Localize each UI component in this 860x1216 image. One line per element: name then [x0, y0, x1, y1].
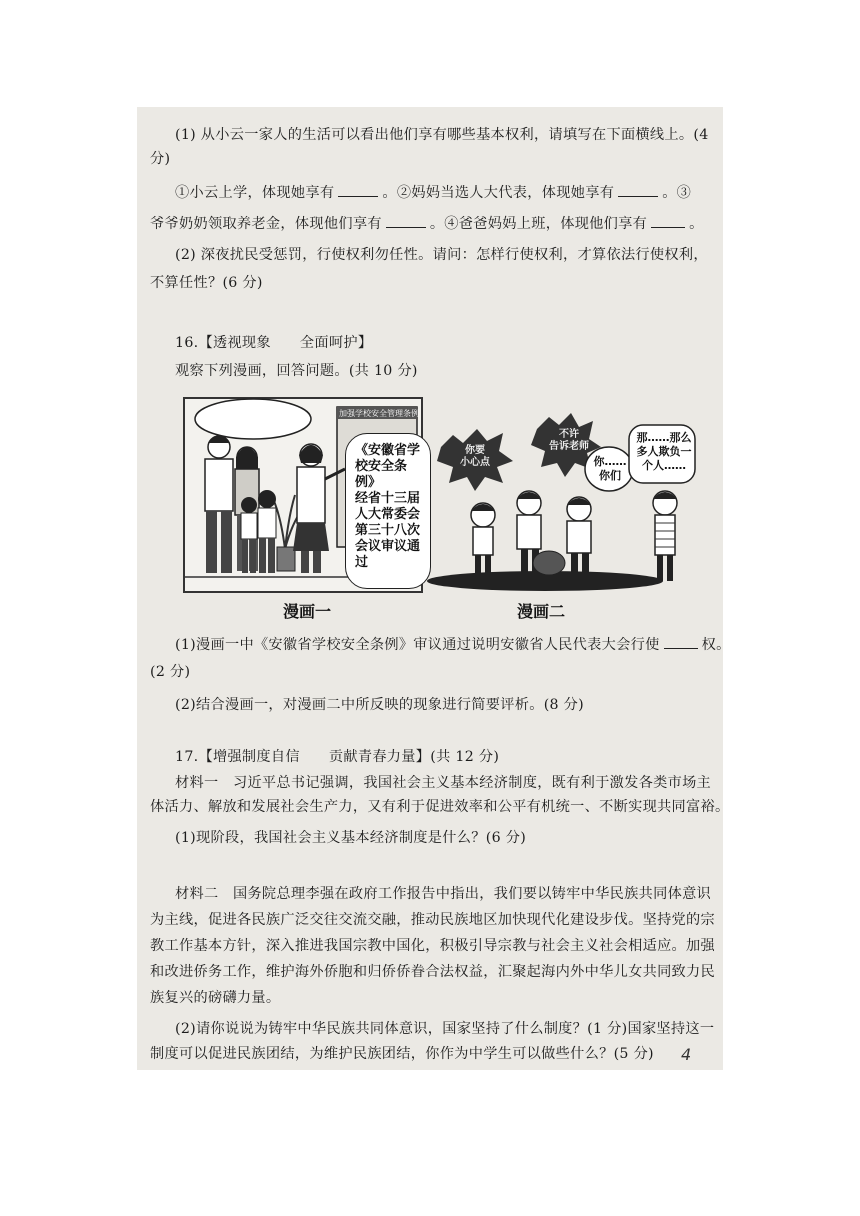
law-bubble-text	[355, 443, 425, 571]
threat-burst-left	[455, 445, 495, 469]
law-bubble-line: 经省十三届	[355, 491, 421, 506]
bystander-bubble-line: 多人欺负一	[636, 445, 692, 458]
q16-part1-line2: (2 分)	[150, 664, 191, 680]
answer-blank-5[interactable]	[664, 635, 698, 649]
law-bubble-line: 校安全条例》	[355, 459, 408, 490]
answer-blank-3[interactable]	[386, 214, 426, 228]
comic-two-panel	[433, 411, 697, 591]
law-bubble-line: 第三十八次	[355, 523, 421, 538]
bystander-bubble-line: 个人……	[642, 459, 686, 472]
bystander-speech-bubble	[633, 431, 695, 473]
law-bubble-line: 过	[355, 555, 369, 570]
material-two-line3: 教工作基本方针，深入推进我国宗教中国化，积极引导宗教与社会主义社会相适应。加强	[150, 938, 716, 954]
comic-one-caption: 漫画一	[283, 602, 332, 621]
q16-intro: 观察下列漫画，回答问题。(共 10 分)	[175, 363, 418, 379]
burst-left-line: 你要	[465, 445, 485, 456]
burst-left-line: 小心点	[460, 457, 490, 468]
q17-title: 17.【增强制度自信 贡献青春力量】(共 12 分)	[175, 749, 500, 765]
notice-board-title: 加强学校安全管理条例	[339, 409, 419, 418]
q15-part2-line2: 不算任性？(6 分)	[150, 275, 263, 291]
q15-part2-line1: (2) 深夜扰民受惩罚，行使权利勿任性。请问：怎样行使权利，才算依法行使权利，	[175, 247, 708, 263]
bystander-bubble-line: 那……那么	[636, 431, 692, 444]
answer-blank-4[interactable]	[651, 214, 685, 228]
q15-fill-line1: ①小云上学，体现她享有 。②妈妈当选人大代表，体现她享有 。③	[175, 185, 692, 201]
victim-speech-bubble	[591, 455, 629, 483]
comic-one-panel	[183, 397, 423, 593]
threat-burst-middle	[547, 429, 591, 453]
material-two-line2: 为主线，促进各民族广泛交往交流交融，推动民族地区加快现代化建设步伐。坚持党的宗	[150, 912, 716, 928]
burst-mid-line: 告诉老师	[549, 441, 589, 452]
material-two-line5: 族复兴的磅礴力量。	[150, 990, 281, 1006]
bleed-through-mark	[325, 261, 337, 278]
law-bubble-line: 人大常委会	[355, 507, 421, 522]
answer-blank-1[interactable]	[338, 183, 378, 197]
q15-fill-line2: 爷爷奶奶领取养老金，体现他们享有 。④爸爸妈妈上班，体现他们享有 。	[150, 216, 704, 232]
law-bubble-line: 《安徽省学	[355, 443, 421, 458]
q17-part1: (1)现阶段，我国社会主义基本经济制度是什么？(6 分)	[175, 830, 527, 846]
q17-part2-line2: 制度可以促进民族团结，为维护民族团结，你作为中学生可以做些什么？(5 分)	[150, 1046, 654, 1062]
handwritten-page-number: 4	[681, 1045, 692, 1064]
q17-part2-line1: (2)请你说说为铸牢中华民族共同体意识，国家坚持了什么制度？(1 分)国家坚持这一	[175, 1021, 715, 1037]
q15-part1-line1: (1) 从小云一家人的生活可以看出他们享有哪些基本权利，请填写在下面横线上。(4	[175, 127, 709, 143]
material-one-line1: 材料一 习近平总书记强调，我国社会主义基本经济制度，既有利于激发各类市场主	[175, 775, 712, 791]
victim-bubble-line: 你们	[599, 469, 621, 482]
comic-two-caption: 漫画二	[517, 602, 566, 621]
exam-paper-photo	[137, 107, 731, 1070]
q16-part2: (2)结合漫画一，对漫画二中所反映的现象进行简要评析。(8 分)	[175, 697, 584, 713]
q16-part1-line1: (1)漫画一中《安徽省学校安全条例》审议通过说明安徽省人民代表大会行使 权。	[175, 637, 731, 653]
victim-bubble-line: 你……	[593, 455, 627, 468]
q16-title: 16.【透视现象 全面呵护】	[175, 335, 373, 351]
law-bubble-line: 会议审议通	[355, 539, 421, 554]
q15-part1-line2: 分)	[150, 151, 171, 167]
burst-mid-line: 不许	[559, 429, 579, 440]
material-two-line4: 和改进侨务工作，维护海外侨胞和归侨侨眷合法权益，汇聚起海内外中华儿女共同致力民	[150, 964, 716, 980]
answer-blank-2[interactable]	[618, 183, 658, 197]
material-one-line2: 体活力、解放和发展社会生产力，又有利于促进效率和公平有机统一、不断实现共同富裕。	[150, 799, 730, 815]
material-two-line1: 材料二 国务院总理李强在政府工作报告中指出，我们要以铸牢中华民族共同体意识	[175, 886, 712, 902]
